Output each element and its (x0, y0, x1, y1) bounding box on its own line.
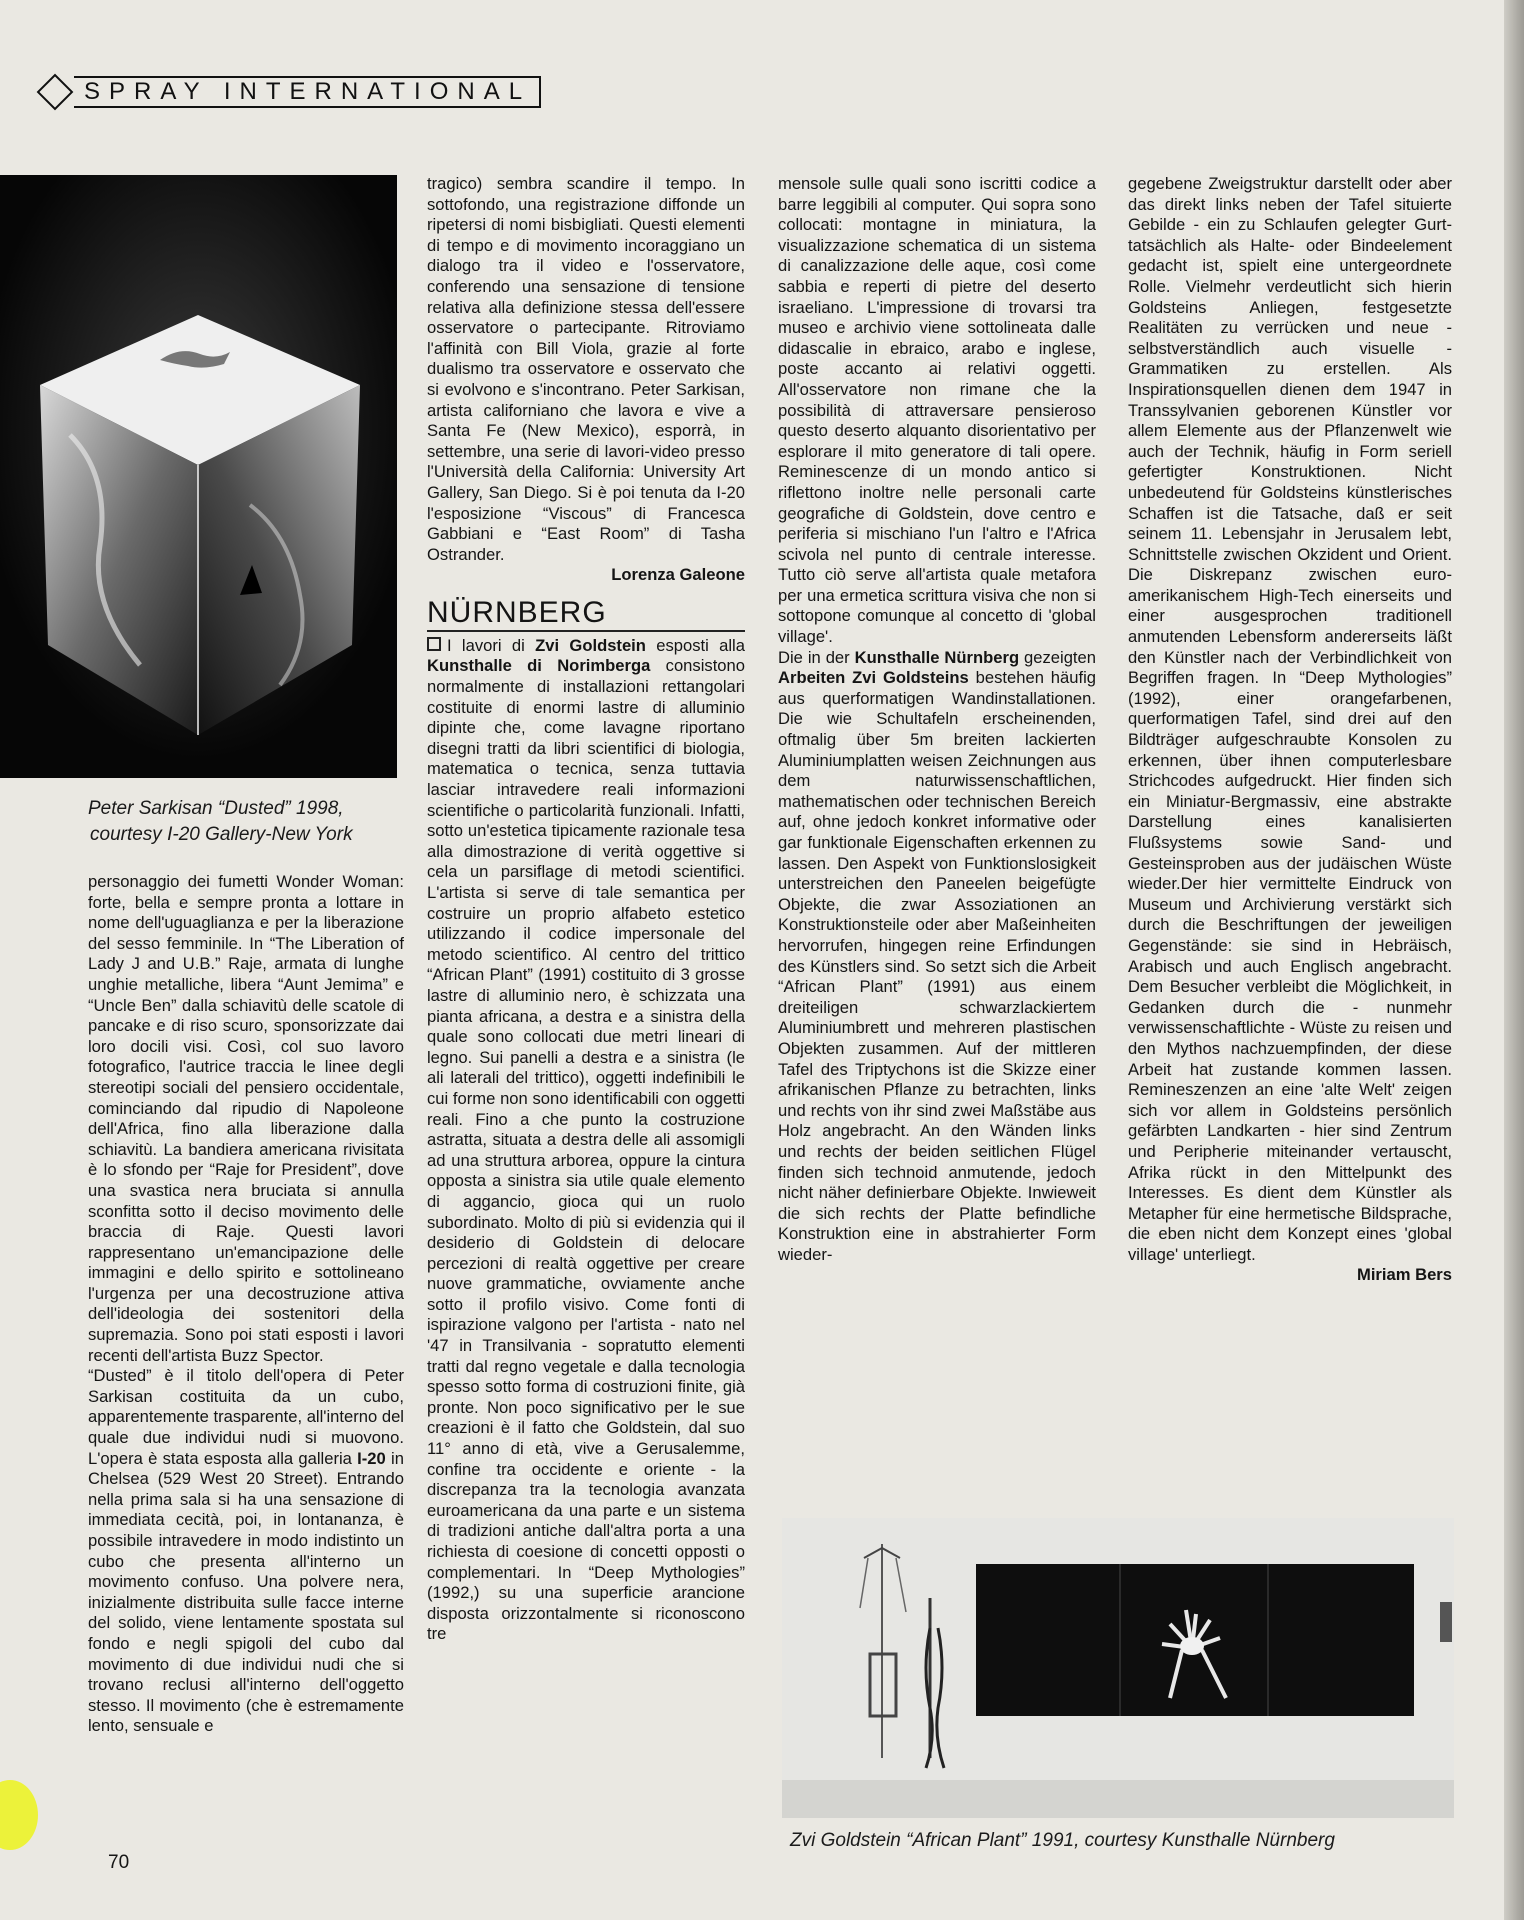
photo-african-plant (782, 1518, 1454, 1818)
col2-paragraph-nurnberg (427, 636, 745, 1645)
section-title-nurnberg: NÜRNBERG (427, 596, 745, 632)
col3-de-text-d: bestehen häufig aus querformatigen Wandinstallationen. Die wie Schultafeln erscheinenden, oftmalig über 5m breiten lackierten Aluminiumplatten weisen Zeichnungen aus dem naturwissenschaftlichen, mathematischen oder technischen Bereich auf, ohne jedoch konkret informative oder gar funktionale Eigenschaften erkennen zu lassen. Den Aspekt von Funktionslosigkeit unterstreichen den Paneelen beigefügte Objekte, die zwar Assoziationen an Konstruktionsteile oder aber Maßeinheiten hervorrufen, hingegen reine Erfindungen des Künstlers sind. So setzt sich die Arbeit “African Plant” (1991) aus einem dreiteiligen schwarzlackiertem Aluminiumbrett und mehreren plastischen Objekten zusammen. Auf der mittleren Tafel des Triptychons ist die Skizze einer afrikanischen Pflanze zu betrachten, links und rechts von ihr sind zwei Maßstäbe aus Holz angebracht. An den Wänden links und rechts der beiden seitlichen Flügel finden sich technoid anmutende, jedoch nicht näher definierbare Objekte. Inwieweit die sich rechts der Platte befindliche Konstruktion eine in abstrahierter Form wieder- (778, 668, 1096, 1264)
venue-name: Kunsthalle di Norimberga (427, 656, 651, 676)
venue-name-de: Kunsthalle Nürnberg (854, 647, 1020, 667)
column-4 (1128, 174, 1452, 1286)
col3-de-text-a: Die in der (778, 647, 850, 667)
col1-p2-text-2: in Chelsea (529 West 20 Street). Entrando nella prima sala si ha una sensazione di immediata cecità, poi, in lontananza, è possibile intravedere in modo indistinto un cubo che presenta all'interno un movimento confuso. Una polvere nera, inizialmente distribuita sulle facce interne del solido, viene lentamente spostata sul fondo e negli spigoli del cubo dal movimento di due individui nudi che si trovano reclusi all'interno dell'oggetto stesso. Il movimento (che è estremamente lento, sensuale e (88, 1448, 404, 1736)
page-edge (1504, 0, 1524, 1920)
yellow-ball (0, 1780, 38, 1850)
african-plant-illustration (782, 1518, 1454, 1818)
col1-p2-text: “Dusted” è il titolo dell'opera di Peter Sarkisan costituita da un cubo, apparentemente trasparente, all'interno del quale due individui nudi si muovono. L'opera è stata esposta alla galleria (88, 1366, 404, 1468)
col2-paragraph: tragico) sembra scandire il tempo. In sottofondo, una registrazione diffonde un ripetersi di nomi bisbigliati. Questi elementi di tempo e di movimento incoraggiano un dialogo tra il video e l'osservatore, conferendo una sensazione di tensione relativa alla definizione stessa dell'essere osservatore o partecipante. Ritroviamo l'affinità con Bill Viola, grazie al forte dualismo tra osservatore e osservato che si evolvono e s'incontrano. Peter Sarkisan, artista californiano che lavora e vive a Santa Fe (New Mexico), esporrà, in settembre, una serie di lavori-video presso l'Università della California: University Art Gallery, San Diego. Si è poi tenuta da I-20 l'esposizione “Viscous” di Francesca Gabbiani e “East Room” di Tasha Ostrander. (427, 174, 745, 564)
col3-paragraph-de (778, 648, 1096, 1266)
artist-name: Zvi Goldstein (535, 635, 646, 655)
header-label: SPRAY INTERNATIONAL (74, 76, 541, 108)
col1-paragraph: personaggio dei fumetti Wonder Woman: forte, bella e sempre pronta a lottare in nome dell'uguaglianza e per la liberazione del sesso femminile. In “The Liberation of Lady J and U.B.” Raje, armata di lunghe unghie metalliche, libera “Aunt Jemima” e “Uncle Ben” dalla schiavitù delle scatole di pancake e di riso scuro, sponsorizzate dai loro docili visi. Così, col suo lavoro fotografico, l'autrice traccia le linee degli stereotipi sociali del pensiero occidentale, cominciando dal ripudio di Napoleone dell'Africa, fino alla liberazione dalla schiavitù. La bandiera americana rivisitata è lo sfondo per “Raje for President”, dove una svastica nera bruciata si annulla sconfitta sotto il deciso movimento delle braccia di Raje. Questi lavori rappresentano un'emancipazione delle immagini e dello spirito e sottolineano l'urgenza per una decostruzione attiva dell'ideologia dei sostenitori della supremazia. Sono poi stati esposti i lavori recenti dell'artista Buzz Spector. (88, 872, 404, 1365)
column-3 (778, 174, 1096, 1265)
figure1-caption-line1: Peter Sarkisan “Dusted” 1998, (88, 798, 344, 819)
col2-p3-text-c: esposti alla (656, 635, 745, 655)
figure2-caption: Zvi Goldstein “African Plant” 1991, courtesy Kunsthalle Nürnberg (790, 1830, 1335, 1851)
col3-paragraph-it: mensole sulle quali sono iscritti codice a barre leggibili al computer. Qui sopra sono collocati: montagne in miniatura, la visualizzazione schematica di un sistema di canalizzazione delle aque, così come sabbia e reperti di pietre del deserto israeliano. L'impressione di trovarsi tra museo e archivio viene sottolineata dalle didascalie in ebraico, arabo e inglese, poste accanto ai relativi oggetti. All'osservatore non rimane che la possibilità di attraversare pensieroso questo deserto alquanto disorientativo per esplorare il mito generatore di tali opere. Reminescenze di un mondo antico si riflettono inoltre nelle personali carte geografiche di Goldstein, dove centro e periferia si mischiano l'un l'altro e l'Africa scivola nel punto di centrale interesse. Tutto ciò serve all'artista quale metafora per una ermetica scrittura visiva che non si sottopone comunque al concetto di 'global village'. (778, 174, 1096, 647)
col4-paragraph: gegebene Zweigstruktur darstellt oder aber das direkt links neben der Tafel situierte Gebilde - ein zu Schlaufen gelegter Gurt- tatsächlich als Halte- oder Bindeelement gedacht ist, spielt eine untergeordnete Rolle. Vielmehr verdeutlicht sich hierin Goldsteins Anliegen, festgesetzte Realitäten zu verrücken und neue - selbstverständlich auch visuelle - Grammatiken zu erstellen. Als Inspirationsquellen dienen dem 1947 in Transsylvanien geborenen Künstler vor allem Elemente aus der Pflanzenwelt wie auch der Technik, häufig in Form seriell gefertigter Konstruktionen. Nicht unbedeutend für Goldsteins künstlerisches Schaffen ist die Tatsache, daß er seit seinem 11. Lebensjahr in Jerusalem lebt, Schnittstelle zwischen Okzident und Orient. Die Diskrepanz zwischen euro-amerikanischem High-Tech einerseits und einer ausgesprochen traditionell anmutenden Lebensform andererseits läßt den Künstler nach der Verbindlichkeit von Begriffen fragen. In “Deep Mythologies” (1992), einer orangefarbenen, querformatigen Tafel, sind drei auf den Bildträger aufgeschraubte Konsolen zu erkennen, über ihnen computerlesbare Strichcodes aufgedruckt. Hier finden sich ein Miniatur-Bergmassiv, eine abstrakte Darstellung eines kanalisierten Flußsystems sowie Sand- und Gesteinsproben aus der judäischen Wüste wieder.Der hier vermittelte Eindruck von Museum und Archivierung verstärkt sich durch die Beschriftungen der jeweiligen Gegenstände: sie sind in Hebräisch, Arabisch und auch Englisch angebracht. Dem Besucher verbleibt die Möglichkeit, in Gedanken durch die - nunmehr verwissenschaftlichte - Wüste zu reisen und den Mythos nachzuempfinden, der diese Arbeit hat zustande kommen lassen. Remineszenzen an eine 'alte Welt' zeigen sich vor allem in Goldsteins persönlich gefärbten Landkarten - hier sind Zentrum und Peripherie miteinander vertauscht, Afrika rückt in den Mittelpunkt des Interesses. Es dient dem Künstler als Metapher für eine hermetische Bildsprache, die eben nicht dem Konzept eines 'global village' unterliegt. (1128, 174, 1452, 1264)
col1-paragraph-2 (88, 1366, 404, 1737)
col3-de-text-c: gezeigten (1024, 647, 1096, 667)
figure1-caption-line2: courtesy I-20 Gallery-New York (90, 824, 353, 845)
section-header (38, 74, 541, 110)
col2-p3-text-d: consistono normalmente di installazioni rettangolari costituite di enormi lastre di alluminio dipinte che, come lavagne riportano disegni tratti da libri scientifici di biologia, matematica o tecnica, senza tuttavia lasciar intravedere reali informazioni scientifiche o particolarità funzionali. Infatti, sotto un'estetica tipicamente razionale tesa alla dimostrazione di verità oggettive si cela un parsiflage di metodi scientifici. L'artista si serve di tale semantica per costruire un proprio alfabeto estetico utilizzando il codice impersonale del metodo scientifico. Al centro del trittico “African Plant” (1991) costituito di 3 grosse lastre di alluminio nero, è schizzata una pianta africana, a destra e a sinistra della quale sono collocati due metri lineari di legno. Sui panelli a destra e a sinistra (le ali laterali del trittico), oggetti indefinibili le cui forme non sono identificabili con oggetti reali. Fino a che punto la costruzione astratta, situata a destra delle ali assomigli ad una struttura arborea, oppure la cintura opposta a sinistra sia utile quale elemento di aggancio, gioca qui un ruolo subordinato. Molto di più si evidenzia qui il desiderio di Goldstein di delocare percezioni di realtà oggettive per creare nuove grammatiche, ovviamente anche sotto il profilo visivo. Come fonti di ispirazione valgono per l'artista - nato nel '47 in Transilvania - sopratutto elementi tratti dal regno vegetale e dalla tecnologia spesso sotto forma di costruzioni finite, già pronte. Non poco significativo per le sue creazioni è il fatto che Goldstein, dal suo 11° anno di età, vive a Gerusalemme, confine tra occidente e oriente - la discrepanza tra la tecnologia avanzata euroamericana da una parte e un sistema di tradizioni antiche dall'altra porta a una richiesta di coesione di concetti opposti o complementari. In “Deep Mythologies” (1992,) su una superficie arancione disposta orizzontalmente si riconoscono tre (427, 656, 745, 1644)
checkbox-bullet-icon (427, 637, 441, 651)
figure1-caption (88, 796, 408, 848)
col2-p3-text-a: I lavori di (447, 635, 525, 655)
signature-lorenza-galeone: Lorenza Galeone (611, 565, 745, 585)
gallery-name: I-20 (357, 1448, 386, 1468)
photo-dusted-cube (0, 175, 397, 778)
diamond-icon (37, 74, 74, 111)
column-1 (88, 872, 404, 1737)
works-name-de: Arbeiten Zvi Goldsteins (778, 668, 969, 688)
page-number: 70 (108, 1852, 130, 1873)
cube-illustration (0, 175, 397, 778)
signature-miriam-bers: Miriam Bers (1357, 1265, 1452, 1285)
column-2 (427, 174, 745, 1645)
